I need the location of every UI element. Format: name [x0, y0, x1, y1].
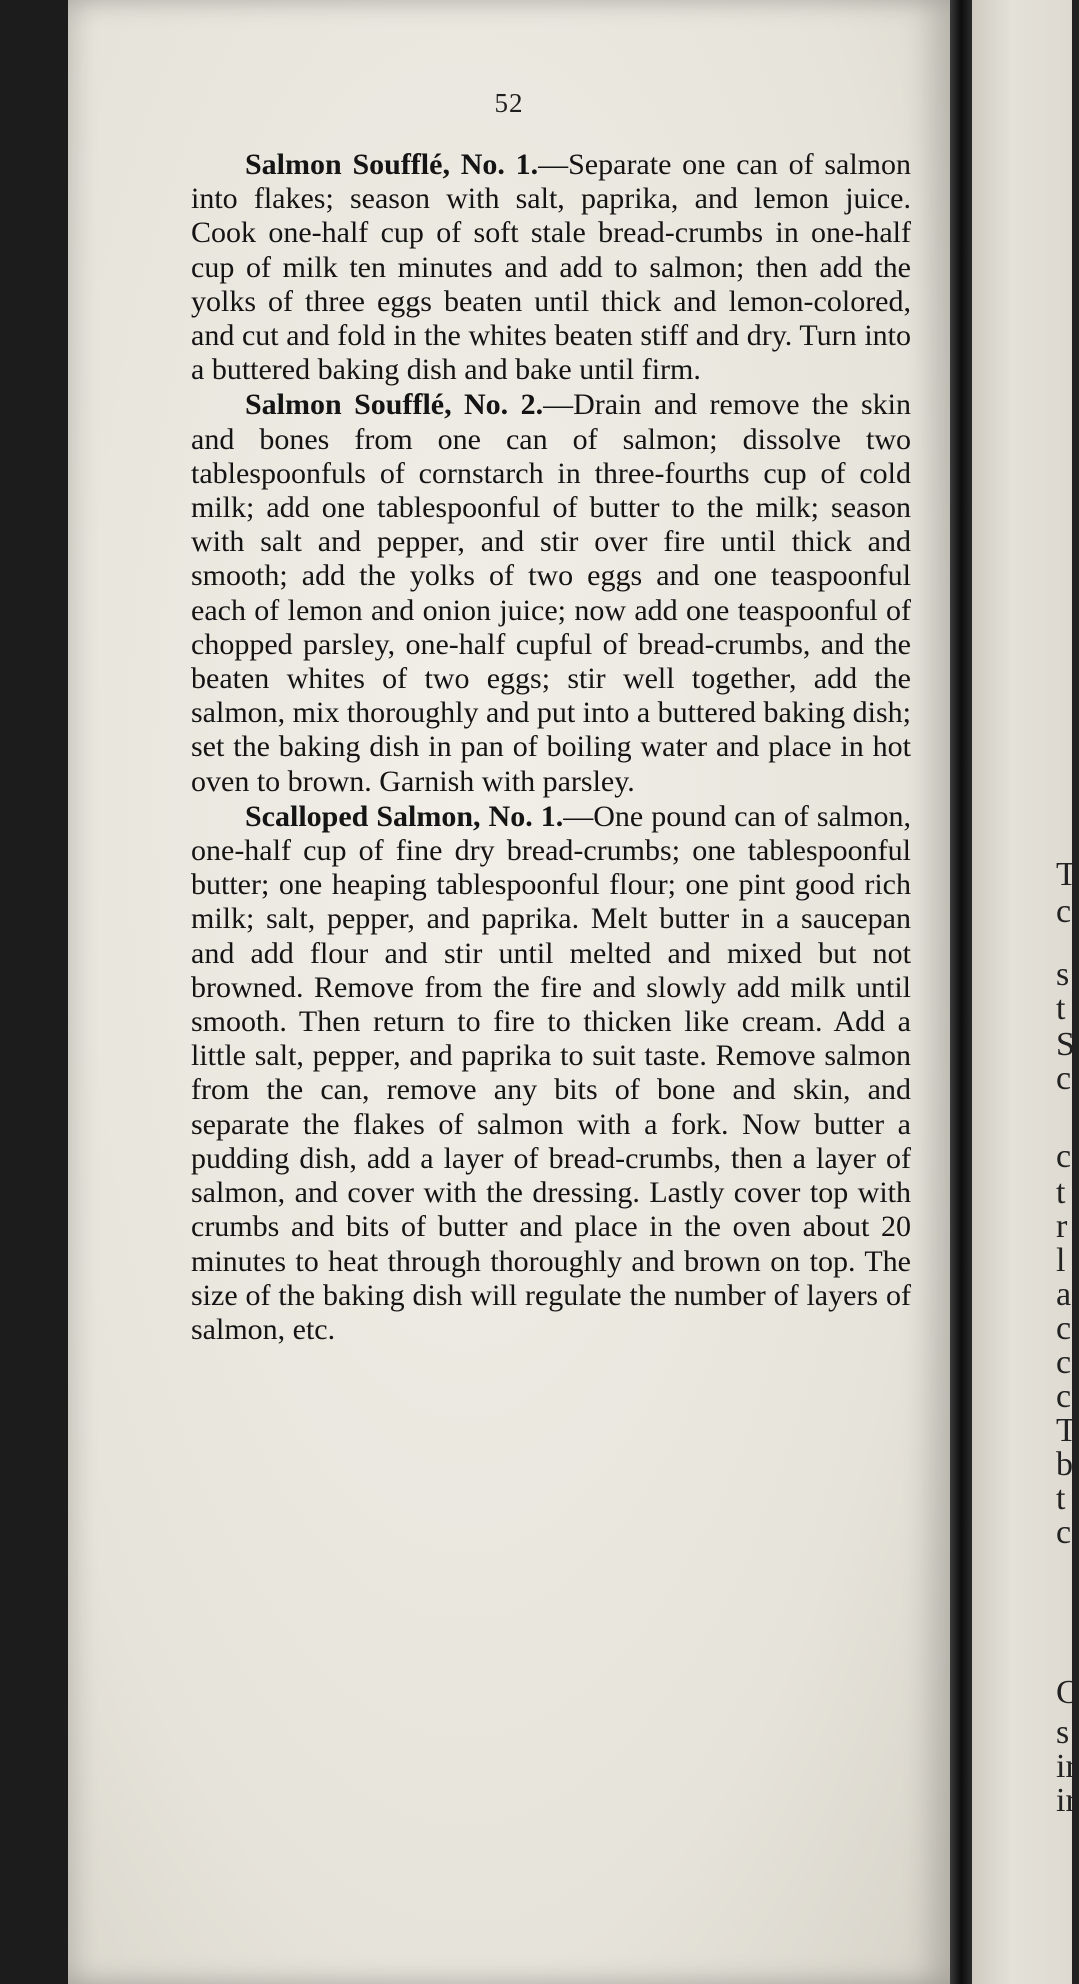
facing-page-fragment: c — [1056, 1310, 1072, 1347]
facing-page-fragment: S — [1056, 1026, 1075, 1063]
facing-page-fragment: c — [1056, 1514, 1072, 1551]
recipe-body: —Drain and remove the skin and bones from one can of salmon; dissolve two tablespoonfuls of cornstarch in three-fourths cup of cold milk; add one tablespoonful of butter to the milk; season with salt and pepper, and stir over fire until thick and smooth; add the yolks of two eggs and one teaspoonful each of lemon and onion juice; now add one teaspoonful of chopped parsley, one-half cupful of bread-crumbs, and the beaten whites of two eggs; stir well together, add the salmon, mix thoroughly and put into a buttered baking dish; set the baking dish in pan of boiling water and place in hot oven to brown. Garnish with parsley. — [191, 388, 911, 798]
recipe-salmon-souffle-1 — [191, 148, 911, 387]
recipe-text — [191, 148, 911, 1347]
facing-page-fragment: s — [1056, 956, 1070, 993]
recipe-title: Scalloped Salmon, No. 1. — [245, 799, 564, 833]
recipe-body: —Separate one can of salmon into flakes; season with salt, paprika, and lemon juice. Cook one-half cup of soft stale bread-crumbs in one-half cup of milk ten minutes and add to salmon; then add the yolks of three eggs beaten until thick and lemon-colored, and cut and fold in the whites beaten stiff and dry. Turn into a buttered baking dish and bake until firm. — [191, 148, 912, 387]
recipe-title: Salmon Soufflé, No. 1. — [245, 148, 539, 181]
facing-page-fragment: r — [1056, 1208, 1068, 1245]
facing-page-edge — [972, 0, 1079, 1984]
facing-page-fragment: b — [1056, 1446, 1073, 1483]
facing-page-fragment: T — [1056, 1412, 1077, 1449]
facing-page-fragment: c — [1056, 893, 1072, 930]
recipe-scalloped-salmon-1 — [191, 800, 911, 1347]
recipe-salmon-souffle-2 — [191, 388, 911, 798]
facing-page-fragment: c — [1056, 1344, 1072, 1381]
facing-page-fragment: T — [1056, 856, 1077, 893]
facing-page-fragment: s — [1056, 1714, 1070, 1751]
facing-page-fragment: t — [1056, 1174, 1066, 1211]
facing-page-fragment: c — [1056, 1060, 1072, 1097]
book-gutter — [950, 0, 972, 1984]
book-page — [68, 0, 950, 1984]
facing-page-fragment: t — [1056, 1480, 1066, 1517]
facing-page-fragment: l — [1056, 1242, 1066, 1279]
facing-page-fragment: C — [1056, 1674, 1079, 1711]
facing-page-fragment: ir — [1056, 1782, 1077, 1819]
facing-page-fragment: ir — [1056, 1748, 1077, 1785]
recipe-body: —One pound can of salmon, one-half cup of fine dry bread-crumbs; one tablespoonful butter; one heaping tablespoonful flour; one pint good rich milk; salt, pepper, and paprika. Melt butter in a saucepan and add flour and stir until melted and mixed but not browned. Remove from the fire and slowly add milk until smooth. Then return to fire to thicken like cream. Add a little salt, pepper, and paprika to suit taste. Remove salmon from the can, remove any bits of bone and skin, and separate the flakes of salmon with a fork. Now butter a pudding dish, add a layer of bread-crumbs, then a layer of salmon, and cover with the dressing. Lastly cover top with crumbs and bits of butter and place in the oven about 20 minutes to heat through thoroughly and brown on top. The size of the baking dish will regulate the number of layers of salmon, etc. — [191, 799, 912, 1346]
facing-page-fragment: c — [1056, 1138, 1072, 1175]
facing-page-fragment: c — [1056, 1378, 1072, 1415]
page-number: 52 — [494, 88, 524, 118]
recipe-title: Salmon Soufflé, No. 2. — [245, 388, 544, 422]
facing-page-fragment: a — [1056, 1276, 1072, 1313]
facing-page-fragment: t — [1056, 990, 1066, 1027]
